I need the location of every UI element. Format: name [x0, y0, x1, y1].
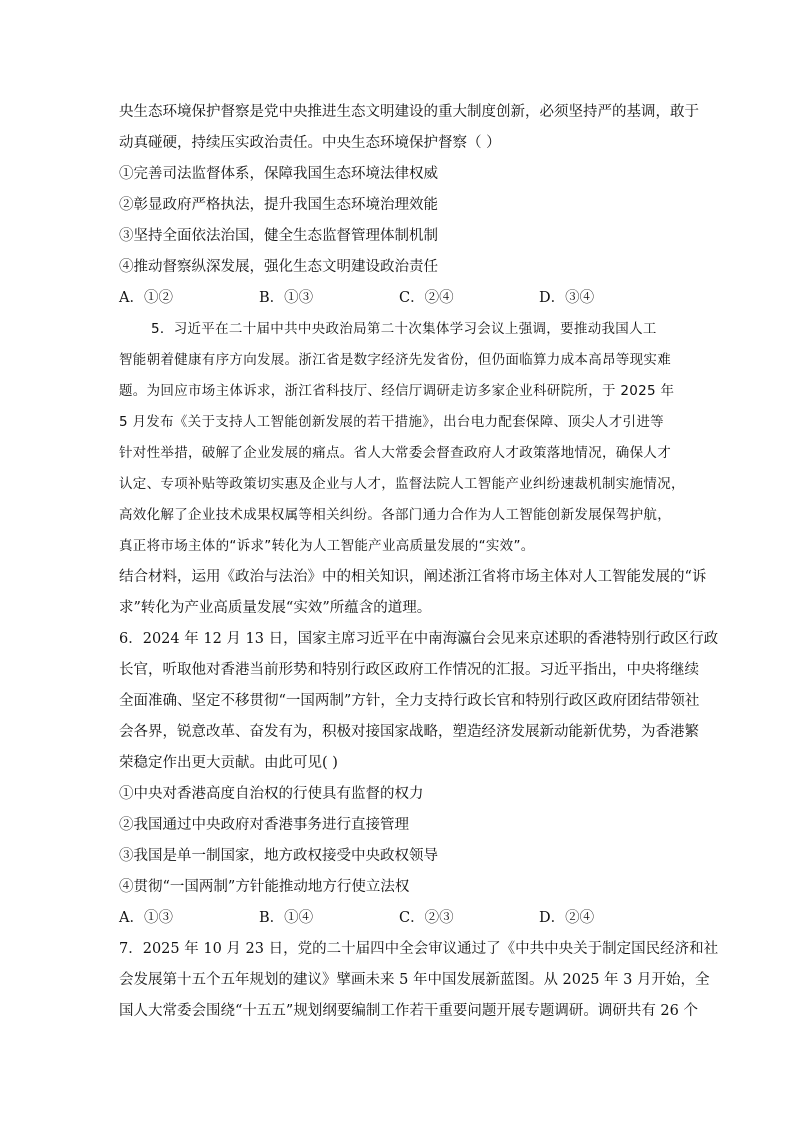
q5-material-line: 题。为回应市场主体诉求，浙江省科技厅、经信厅调研走访多家企业科研院所，于 2025 年 — [119, 383, 675, 399]
q7-stem-line: 7．2025 年 10 月 23 日，党的二十届四中全会审议通过了《中共中央关于制定国民经济和社 — [119, 941, 719, 957]
q5-material-line: 针对性举措，破解了企业发展的痛点。省人大常委会督查政府人才政策落地情况，确保人才 — [119, 445, 671, 461]
q4-option-d: D．③④ — [539, 290, 595, 306]
q4-line: 央生态环境保护督察是党中央推进生态文明建设的重大制度创新，必须坚持严的基调，敢于 — [119, 104, 699, 120]
q5-question-line: 结合材料，运用《政治与法治》中的相关知识，阐述浙江省将市场主体对人工智能发展的“诉 — [119, 569, 707, 585]
q6-stem-line: 会各界，锐意改革、奋发有为，积极对接国家战略，塑造经济发展新动能新优势，为香港繁 — [119, 724, 699, 740]
q4-option-b: B．①③ — [259, 290, 314, 306]
q6-stem-line: 6．2024 年 12 月 13 日，国家主席习近平在中南海瀛台会见来京述职的香港特别行政区行政 — [119, 631, 719, 647]
exam-page — [119, 97, 719, 1027]
q6-option-d: D．②④ — [539, 910, 595, 926]
q5-question-line: 求”转化为产业高质量发展“实效”所蕴含的道理。 — [119, 600, 432, 616]
q4-options — [119, 283, 679, 314]
q6-stem-line: 长官，听取他对香港当前形势和特别行政区政府工作情况的汇报。习近平指出，中央将继续 — [119, 662, 699, 678]
q4-item-1: ①完善司法监督体系，保障我国生态环境法律权威 — [119, 166, 438, 182]
q6-item-1: ①中央对香港高度自治权的行使具有监督的权力 — [119, 786, 424, 802]
q6-options — [119, 903, 679, 934]
q5-material-line: 5 月发布《关于支持人工智能创新发展的若干措施》，出台电力配套保障、顶尖人才引进等 — [119, 414, 664, 430]
q6-stem-line: 荣稳定作出更大贡献。由此可见( ) — [119, 755, 338, 771]
q6-option-a: A．①③ — [119, 910, 173, 926]
q4-item-4: ④推动督察纵深发展，强化生态文明建设政治责任 — [119, 259, 438, 275]
q4-item-2: ②彰显政府严格执法，提升我国生态环境治理效能 — [119, 197, 438, 213]
q5-material-line: 高效化解了企业技术成果权属等相关纠纷。各部门通力合作为人工智能创新发展保驾护航， — [119, 507, 671, 523]
q4-option-a: A．①② — [119, 290, 173, 306]
q4-item-3: ③坚持全面依法治国，健全生态监督管理体制机制 — [119, 228, 438, 244]
q5-material-line: 真正将市场主体的“诉求”转化为人工智能产业高质量发展的“实效”。 — [119, 538, 535, 554]
q6-item-4: ④贯彻“一国两制”方针能推动地方行使立法权 — [119, 879, 410, 895]
q6-option-b: B．①④ — [259, 910, 314, 926]
q6-item-2: ②我国通过中央政府对香港事务进行直接管理 — [119, 817, 409, 833]
q7-stem-line: 国人大常委会围绕“十五五”规划纲要编制工作若干重要问题开展专题调研。调研共有 26 个 — [119, 1003, 698, 1019]
q5-material-line: 智能朝着健康有序方向发展。浙江省是数字经济先发省份，但仍面临算力成本高昂等现实难 — [119, 352, 671, 368]
q5-material-line: 认定、专项补贴等政策切实惠及企业与人才，监督法院人工智能产业纠纷速裁机制实施情况， — [119, 476, 685, 492]
q4-line: 动真碰硬，持续压实政治责任。中央生态环境保护督察（ ） — [119, 135, 501, 151]
q6-option-c: C．②③ — [399, 910, 454, 926]
q4-option-c: C．②④ — [399, 290, 454, 306]
q6-stem-line: 全面准确、坚定不移贯彻“一国两制”方针，全力支持行政长官和特别行政区政府团结带领社 — [119, 693, 700, 709]
q5-material-line: 5．习近平在二十届中共中央政治局第二十次集体学习会议上强调，要推动我国人工 — [151, 321, 657, 337]
q7-stem-line: 会发展第十五个五年规划的建议》擘画未来 5 年中国发展新蓝图。从 2025 年 3 月开始，全 — [119, 972, 710, 988]
q6-item-3: ③我国是单一制国家，地方政权接受中央政权领导 — [119, 848, 438, 864]
